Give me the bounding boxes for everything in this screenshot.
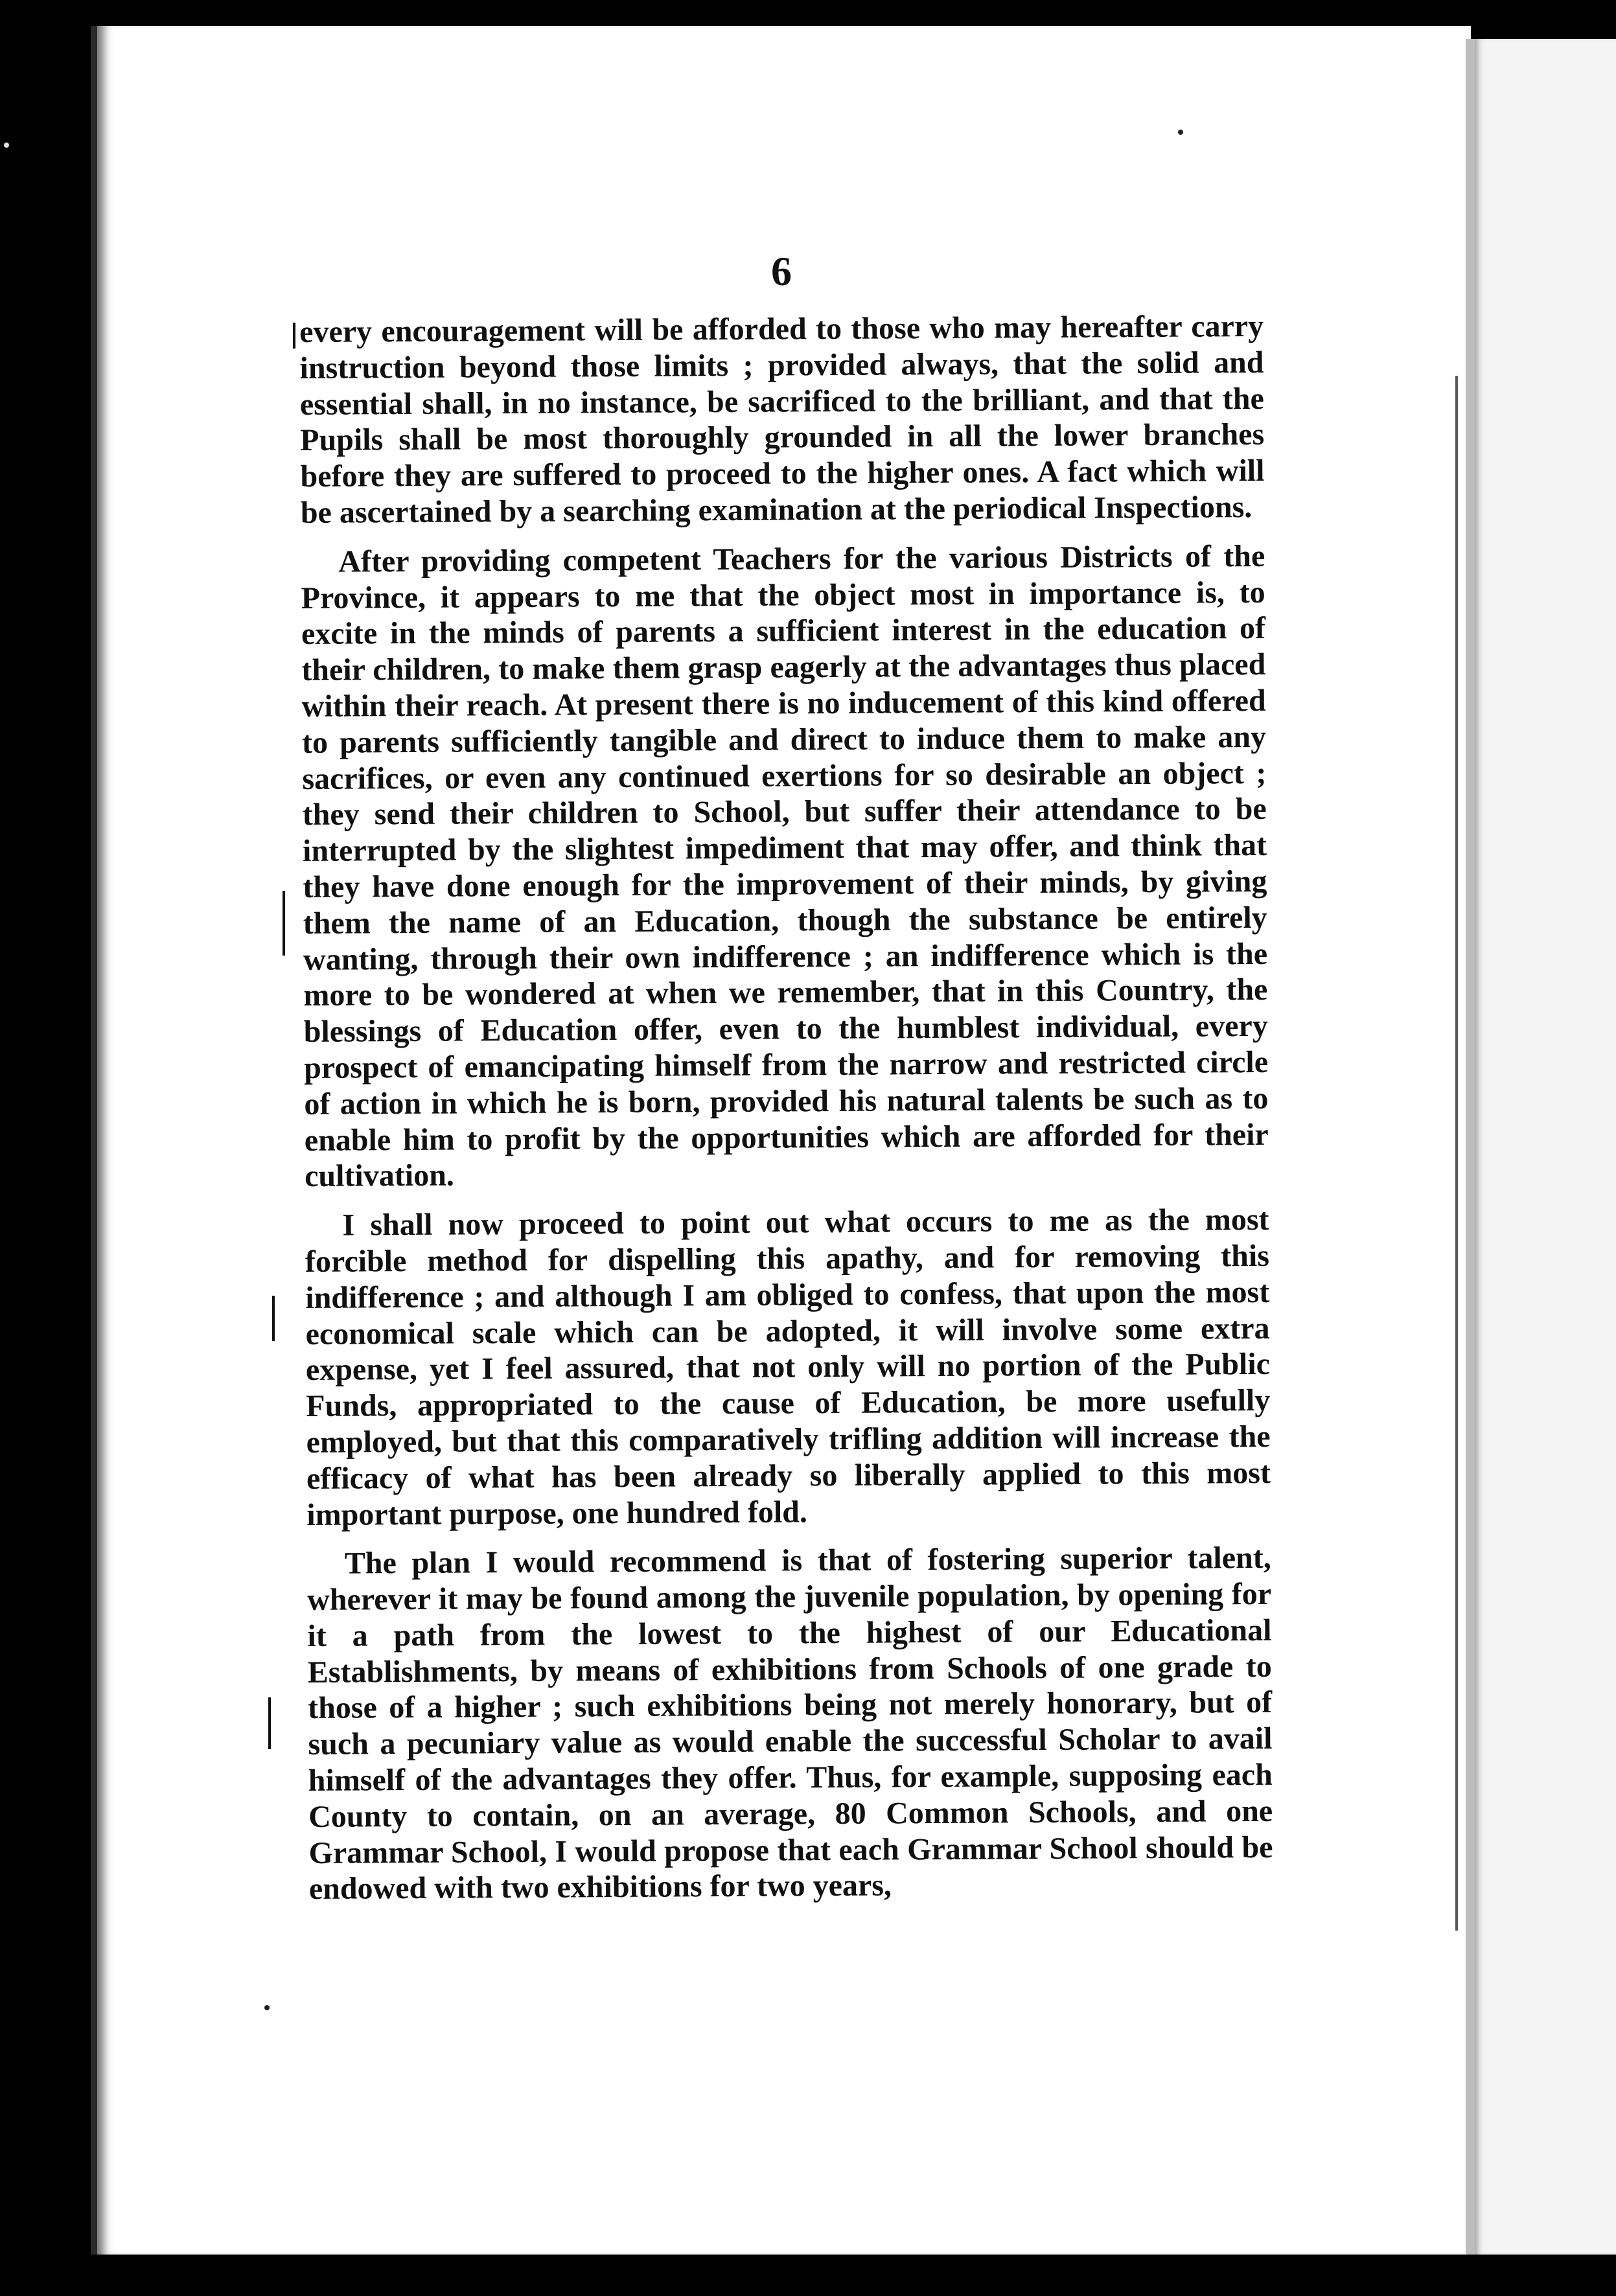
- margin-mark: [293, 323, 295, 349]
- margin-mark: [283, 891, 285, 956]
- ink-speck: [1178, 130, 1183, 135]
- ink-speck: [264, 2005, 270, 2010]
- paragraph-4: The plan I would recommend is that of fostering superior talent, wherever it may be found among the juvenile population, by opening for it a path from the lowest to the highest of our Educational Establishments, by means of exhibitions from Schools of one grade to those of a higher ; such exhibitions being not merely honorary, but of such a pecuniary value as would enable the successful Scholar to avail himself of the advantages they offer. Thus, for example, supposing each County to contain, on an average, 80 Common Schools, and one Grammar School, I would propose that each Grammar School should be endowed with two exhibitions for two years,: [306, 1541, 1273, 1907]
- paragraph-3: I shall now proceed to point out what occurs to me as the most forcible method for dispelling this apathy, and for removing this indifference ; and although I am obliged to confess, that upon the most economical scale which can be adopted, it will involve some extra expense, yet I feel assured, that not only will no portion of the Public Funds, appropriated to the cause of Education, be more usefully employed, but that this comparatively trifling addition will increase the efficacy of what has been already so liberally applied to this most important purpose, one hundred fold.: [305, 1202, 1271, 1532]
- body-text: [299, 308, 1273, 1907]
- ink-speck: [4, 143, 9, 148]
- page-number: 6: [771, 248, 792, 294]
- margin-mark: [272, 1296, 275, 1341]
- paragraph-1: every encouragement will be afforded to those who may hereafter carry instruction beyond those limits ; provided always, that the solid and essential shall, in no instance, be sacrificed to the brilliant, and that the Pupils shall be most thoroughly grounded in all the lower branches before they are suffered to proceed to the higher ones. A fact which will be ascertained by a searching examination at the periodical Inspections.: [299, 308, 1265, 530]
- margin-mark: [268, 1697, 271, 1749]
- paragraph-2: After providing competent Teachers for the various Districts of the Province, it appears to me that the object most in importance is, to excite in the minds of parents a sufficient interest in the education of their children, to make them grasp eagerly at the advantages thus placed within their reach. At present there is no inducement of this kind offered to parents sufficiently tangible and direct to induce them to make any sacrifices, or even any continued exertions for so desirable an object ; they send their children to School, but suffer their attendance to be interrupted by the slightest impediment that may offer, and think that they have done enough for the improvement of their minds, by giving them the name of an Education, though the substance be entirely wanting, through their own indifference ; an indifference which is the more to be wondered at when we remember, that in this Country, the blessings of Education offer, even to the humblest individual, every prospect of emancipating himself from the narrow and restricted circle of action in which he is born, provided his natural talents be such as to enable him to profit by the opportunities which are afforded for their cultivation.: [301, 538, 1269, 1194]
- facing-page-edge: [1466, 39, 1616, 2255]
- page-gutter-line: [1455, 376, 1458, 1931]
